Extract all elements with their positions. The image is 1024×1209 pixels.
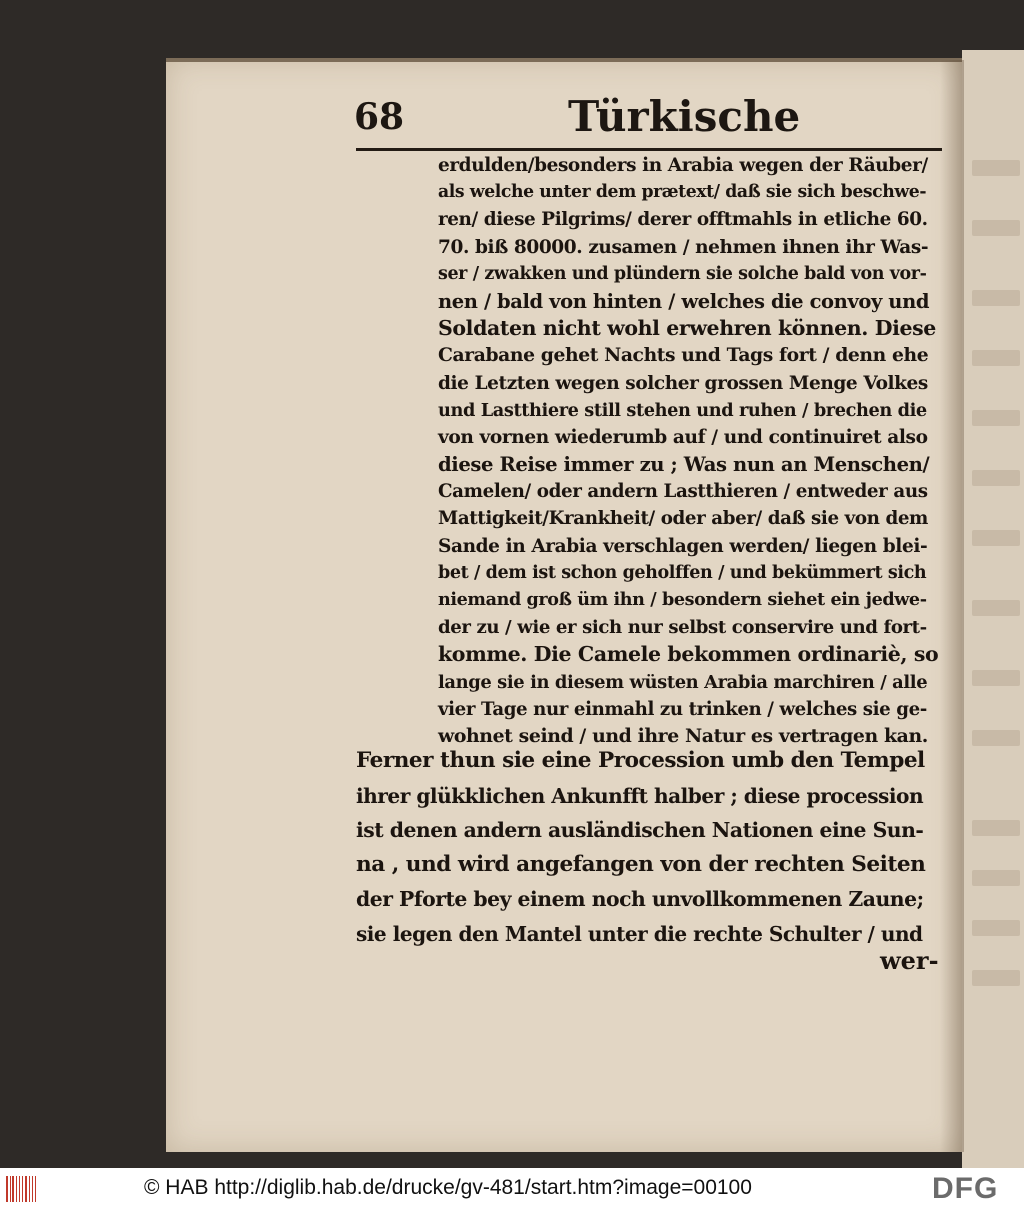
page-number: 68: [354, 96, 405, 138]
text-line: und Lastthiere still stehen und ruhen / brechen die: [438, 399, 927, 421]
dfg-logo: DFG: [932, 1172, 999, 1205]
text-line: Sande in Arabia verschlagen werden/ liegen blei-: [438, 535, 928, 557]
running-head: Türkische: [568, 92, 801, 141]
text-line: bet / dem ist schon geholffen / und bekümmert sich: [438, 562, 927, 583]
text-line: Carabane gehet Nachts und Tags fort / denn ehe: [438, 344, 929, 367]
text-line: nen / bald von hinten / welches die convoy und: [438, 289, 930, 313]
text-line: die Letzten wegen solcher grossen Menge Volkes: [438, 372, 928, 394]
text-line: wohnet seind / und ihre Natur es vertragen kan.: [438, 724, 928, 747]
text-line: na , und wird angefangen von der rechten Seiten: [356, 851, 926, 877]
paragraph-block-2: [356, 744, 940, 952]
text-line: ren/ diese Pilgrims/ derer offtmahls in etliche 60.: [438, 209, 928, 231]
text-line: der Pforte bey einem noch unvollkommenen Zaune;: [356, 887, 924, 912]
paragraph-block-1: [438, 152, 940, 750]
text-line: Ferner thun sie eine Procession umb den Tempel: [356, 748, 925, 773]
text-line: vier Tage nur einmahl zu trinken / welches sie ge-: [438, 698, 927, 720]
footer-bar: [0, 1168, 1024, 1209]
page-header: [354, 92, 944, 148]
copyright-link[interactable]: © HAB http://diglib.hab.de/drucke/gv-481/start.htm?image=00100: [144, 1176, 752, 1199]
text-line: komme. Die Camele bekommen ordinariè, so: [438, 642, 939, 667]
header-rule: [356, 148, 942, 151]
text-line: Mattigkeit/Krankheit/ oder aber/ daß sie von dem: [438, 508, 928, 530]
page-gutter-shadow: [940, 60, 964, 1152]
text-line: niemand groß üm ihn / besondern siehet ein jedwe-: [438, 590, 927, 610]
text-line: von vornen wiederumb auf / und continuiret also: [438, 426, 928, 448]
catchword: wer-: [880, 946, 939, 975]
text-line: erdulden/besonders in Arabia wegen der Räuber/: [438, 155, 928, 176]
text-line: diese Reise immer zu ; Was nun an Menschen/: [438, 453, 930, 477]
text-line: 70. biß 80000. zusamen / nehmen ihnen ihr Was-: [438, 236, 929, 258]
text-line: lange sie in diesem wüsten Arabia marchiren / alle: [438, 671, 928, 693]
text-line: ser / zwakken und plündern sie solche bald von vor-: [438, 263, 927, 284]
text-line: der zu / wie er sich nur selbst conservire und fort-: [438, 617, 927, 639]
text-line: ihrer glükklichen Ankunfft halber ; diese procession: [356, 783, 924, 808]
text-line: Soldaten nicht wohl erwehren können. Diese: [438, 316, 936, 341]
text-line: Camelen/ oder andern Lastthieren / entweder aus: [438, 481, 928, 503]
barcode-icon: [6, 1176, 36, 1202]
text-line: sie legen den Mantel unter die rechte Schulter / und: [356, 921, 923, 946]
text-line: als welche unter dem prætext/ daß sie sich beschwe-: [438, 182, 927, 203]
text-line: ist denen andern ausländischen Nationen eine Sun-: [356, 818, 924, 843]
page-top-edge: [166, 58, 962, 62]
adjacent-page-strip: [962, 50, 1024, 1168]
